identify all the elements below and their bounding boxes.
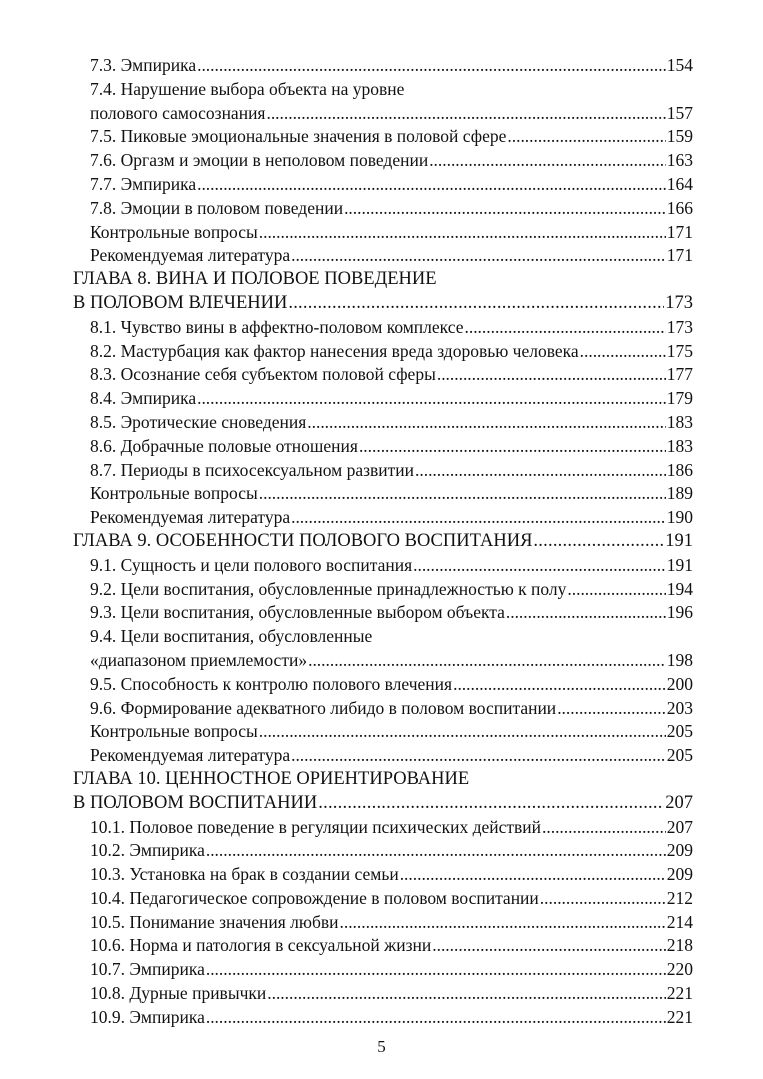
- toc-page-number: 159: [666, 126, 693, 147]
- dot-leader: [291, 244, 666, 268]
- toc-entry[interactable]: [73, 673, 693, 697]
- toc-entry-title: В ПОЛОВОМ ВОСПИТАНИИ: [73, 792, 318, 813]
- toc-entry[interactable]: [73, 78, 693, 102]
- dot-leader: [580, 340, 666, 364]
- toc-entry-title: 7.4. Нарушение выбора объекта на уровне: [90, 78, 405, 99]
- dot-leader: [437, 363, 666, 387]
- toc-chapter-entry[interactable]: [73, 792, 693, 816]
- toc-entry-title: 10.3. Установка на брак в создании семьи: [90, 864, 399, 885]
- table-of-contents: [73, 54, 693, 1030]
- toc-entry[interactable]: [73, 411, 693, 435]
- dot-leader: [432, 934, 666, 958]
- toc-page-number: 207: [666, 816, 693, 837]
- dot-leader: [344, 197, 666, 221]
- toc-entry-title: 9.5. Способность к контролю полового влечения: [90, 673, 453, 694]
- dot-leader: [465, 316, 666, 340]
- toc-entry[interactable]: [73, 744, 693, 768]
- toc-page-number: 171: [666, 221, 693, 242]
- toc-entry-title: 7.5. Пиковые эмоциональные значения в половой сфере: [90, 126, 507, 147]
- toc-entry-title: 10.1. Половое поведение в регуляции психических действий: [90, 816, 542, 837]
- toc-entry-title: 10.2. Эмпирика: [90, 840, 205, 861]
- dot-leader: [533, 530, 664, 554]
- dot-leader: [197, 54, 666, 78]
- dot-leader: [267, 982, 666, 1006]
- toc-page-number: 183: [666, 435, 693, 456]
- toc-entry[interactable]: [73, 506, 693, 530]
- toc-entry-title: «диапазоном приемлемости»: [90, 649, 308, 670]
- toc-entry-title: Рекомендуемая литература: [90, 745, 291, 766]
- toc-entry-title: 10.4. Педагогическое сопровождение в половом воспитании: [90, 887, 539, 908]
- toc-page-number: 186: [666, 459, 693, 480]
- toc-page-number: 221: [666, 983, 693, 1004]
- toc-entry[interactable]: [73, 244, 693, 268]
- toc-page-number: 171: [666, 245, 693, 266]
- toc-entry[interactable]: [73, 649, 693, 673]
- dot-leader: [206, 958, 666, 982]
- dot-leader: [507, 125, 665, 149]
- dot-leader: [308, 649, 666, 673]
- toc-entry-title: 8.4. Эмпирика: [90, 388, 197, 409]
- toc-entry[interactable]: [73, 554, 693, 578]
- toc-chapter-entry[interactable]: [73, 268, 693, 292]
- dot-leader: [197, 387, 666, 411]
- toc-page-number: 194: [666, 578, 693, 599]
- page-number: 5: [377, 1037, 386, 1056]
- toc-entry[interactable]: [73, 435, 693, 459]
- dot-leader: [429, 149, 666, 173]
- toc-entry-title: ГЛАВА 9. ОСОБЕННОСТИ ПОЛОВОГО ВОСПИТАНИЯ: [73, 530, 533, 551]
- toc-chapter-entry[interactable]: [73, 768, 693, 792]
- toc-entry[interactable]: [73, 625, 693, 649]
- toc-entry-title: Контрольные вопросы: [90, 221, 258, 242]
- toc-entry[interactable]: [73, 839, 693, 863]
- toc-entry[interactable]: [73, 459, 693, 483]
- toc-entry-title: 8.6. Добрачные половые отношения: [90, 435, 358, 456]
- toc-page-number: 179: [666, 388, 693, 409]
- toc-page-number: 198: [666, 649, 693, 670]
- dot-leader: [266, 102, 665, 126]
- dot-leader: [542, 816, 666, 840]
- toc-page-number: 200: [666, 673, 693, 694]
- toc-entry-title: 10.8. Дурные привычки: [90, 983, 267, 1004]
- toc-entry-title: 8.7. Периоды в психосексуальном развитии: [90, 459, 415, 480]
- toc-page-number: 209: [666, 840, 693, 861]
- toc-entry[interactable]: [73, 482, 693, 506]
- toc-page-number: 207: [665, 792, 693, 813]
- toc-page-number: 191: [665, 530, 693, 551]
- toc-entry-title: ГЛАВА 10. ЦЕННОСТНОЕ ОРИЕНТИРОВАНИЕ: [73, 768, 470, 789]
- dot-leader: [288, 292, 664, 316]
- toc-entry[interactable]: [73, 125, 693, 149]
- dot-leader: [506, 601, 666, 625]
- toc-entry-title: 9.6. Формирование адекватного либидо в половом воспитании: [90, 697, 557, 718]
- dot-leader: [540, 887, 666, 911]
- toc-page-number: 191: [666, 554, 693, 575]
- dot-leader: [206, 839, 666, 863]
- toc-entry-title: 8.5. Эротические сноведения: [90, 411, 307, 432]
- toc-page-number: 205: [666, 721, 693, 742]
- toc-page-number: 173: [666, 316, 693, 337]
- dot-leader: [307, 411, 665, 435]
- toc-page-number: 212: [666, 887, 693, 908]
- toc-entry[interactable]: [73, 173, 693, 197]
- dot-leader: [557, 697, 666, 721]
- toc-page-number: 209: [666, 864, 693, 885]
- toc-page-number: 220: [666, 959, 693, 980]
- toc-entry-title: полового самосознания: [90, 102, 266, 123]
- dot-leader: [413, 554, 666, 578]
- toc-page-number: 218: [666, 935, 693, 956]
- toc-entry-title: 8.3. Осознание себя субъектом половой сферы: [90, 364, 436, 385]
- toc-entry[interactable]: [73, 958, 693, 982]
- toc-page-number: 175: [666, 340, 693, 361]
- toc-entry[interactable]: [73, 911, 693, 935]
- dot-leader: [206, 1006, 666, 1030]
- toc-page-number: 214: [666, 911, 693, 932]
- toc-entry[interactable]: [73, 1006, 693, 1030]
- toc-page-number: 163: [666, 150, 693, 171]
- dot-leader: [340, 911, 666, 935]
- toc-entry[interactable]: [73, 982, 693, 1006]
- dot-leader: [259, 720, 666, 744]
- toc-entry-title: 7.8. Эмоции в половом поведении: [90, 197, 344, 218]
- toc-entry-title: 7.6. Оргазм и эмоции в неполовом поведении: [90, 150, 429, 171]
- toc-page-number: 177: [666, 364, 693, 385]
- toc-chapter-entry[interactable]: [73, 292, 693, 316]
- toc-entry-title: 10.7. Эмпирика: [90, 959, 205, 980]
- toc-page-number: 205: [666, 745, 693, 766]
- toc-entry[interactable]: [73, 102, 693, 126]
- toc-page-number: 173: [665, 292, 693, 313]
- toc-entry-title: Рекомендуемая литература: [90, 245, 291, 266]
- toc-entry[interactable]: [73, 816, 693, 840]
- toc-entry-title: В ПОЛОВОМ ВЛЕЧЕНИИ: [73, 292, 288, 313]
- toc-entry[interactable]: [73, 863, 693, 887]
- dot-leader: [318, 792, 664, 816]
- dot-leader: [291, 744, 666, 768]
- toc-entry[interactable]: [73, 363, 693, 387]
- toc-entry[interactable]: [73, 578, 693, 602]
- dot-leader: [259, 482, 666, 506]
- toc-entry-title: ГЛАВА 8. ВИНА И ПОЛОВОЕ ПОВЕДЕНИЕ: [73, 269, 437, 290]
- toc-page-number: 154: [666, 55, 693, 75]
- toc-page-number: 166: [666, 197, 693, 218]
- toc-entry-title: 7.7. Эмпирика: [90, 173, 197, 194]
- dot-leader: [567, 578, 665, 602]
- toc-entry-title: 9.4. Цели воспитания, обусловленные: [90, 626, 373, 647]
- toc-entry[interactable]: [73, 149, 693, 173]
- toc-entry-title: 10.9. Эмпирика: [90, 1006, 205, 1027]
- toc-entry[interactable]: [73, 720, 693, 744]
- toc-entry-title: Контрольные вопросы: [90, 721, 258, 742]
- toc-entry[interactable]: [73, 316, 693, 340]
- toc-entry-title: 9.2. Цели воспитания, обусловленные принадлежностью к полу: [90, 578, 567, 599]
- toc-entry[interactable]: [73, 887, 693, 911]
- dot-leader: [359, 435, 666, 459]
- toc-entry[interactable]: [73, 340, 693, 364]
- dot-leader: [197, 173, 666, 197]
- toc-page-number: 190: [666, 507, 693, 528]
- toc-page-number: 203: [666, 697, 693, 718]
- toc-entry[interactable]: [73, 387, 693, 411]
- toc-entry-title: 9.3. Цели воспитания, обусловленные выбором объекта: [90, 602, 505, 623]
- dot-leader: [453, 673, 666, 697]
- toc-entry-title: 10.6. Норма и патология в сексуальной жизни: [90, 935, 432, 956]
- toc-page-number: 189: [666, 483, 693, 504]
- toc-entry-title: 9.1. Сущность и цели полового воспитания: [90, 554, 413, 575]
- toc-entry-title: Рекомендуемая литература: [90, 507, 291, 528]
- toc-entry[interactable]: [73, 197, 693, 221]
- toc-page-number: 164: [666, 173, 693, 194]
- toc-chapter-entry[interactable]: [73, 530, 693, 554]
- toc-page-number: 221: [666, 1006, 693, 1027]
- toc-entry[interactable]: [73, 934, 693, 958]
- dot-leader: [259, 221, 666, 245]
- toc-page-number: 183: [666, 411, 693, 432]
- toc-entry-title: 8.2. Мастурбация как фактор нанесения вреда здоровью человека: [90, 340, 579, 361]
- dot-leader: [291, 506, 666, 530]
- toc-entry[interactable]: [73, 54, 693, 78]
- toc-page-number: 196: [666, 602, 693, 623]
- toc-entry-title: 7.3. Эмпирика: [90, 55, 197, 75]
- toc-entry-title: 10.5. Понимание значения любви: [90, 911, 339, 932]
- toc-page-number: 157: [666, 102, 693, 123]
- toc-entry[interactable]: [73, 601, 693, 625]
- toc-entry-title: 8.1. Чувство вины в аффектно-половом комплексе: [90, 316, 464, 337]
- toc-entry[interactable]: [73, 221, 693, 245]
- dot-leader: [400, 863, 666, 887]
- dot-leader: [415, 459, 666, 483]
- toc-entry[interactable]: [73, 697, 693, 721]
- toc-entry-title: Контрольные вопросы: [90, 483, 258, 504]
